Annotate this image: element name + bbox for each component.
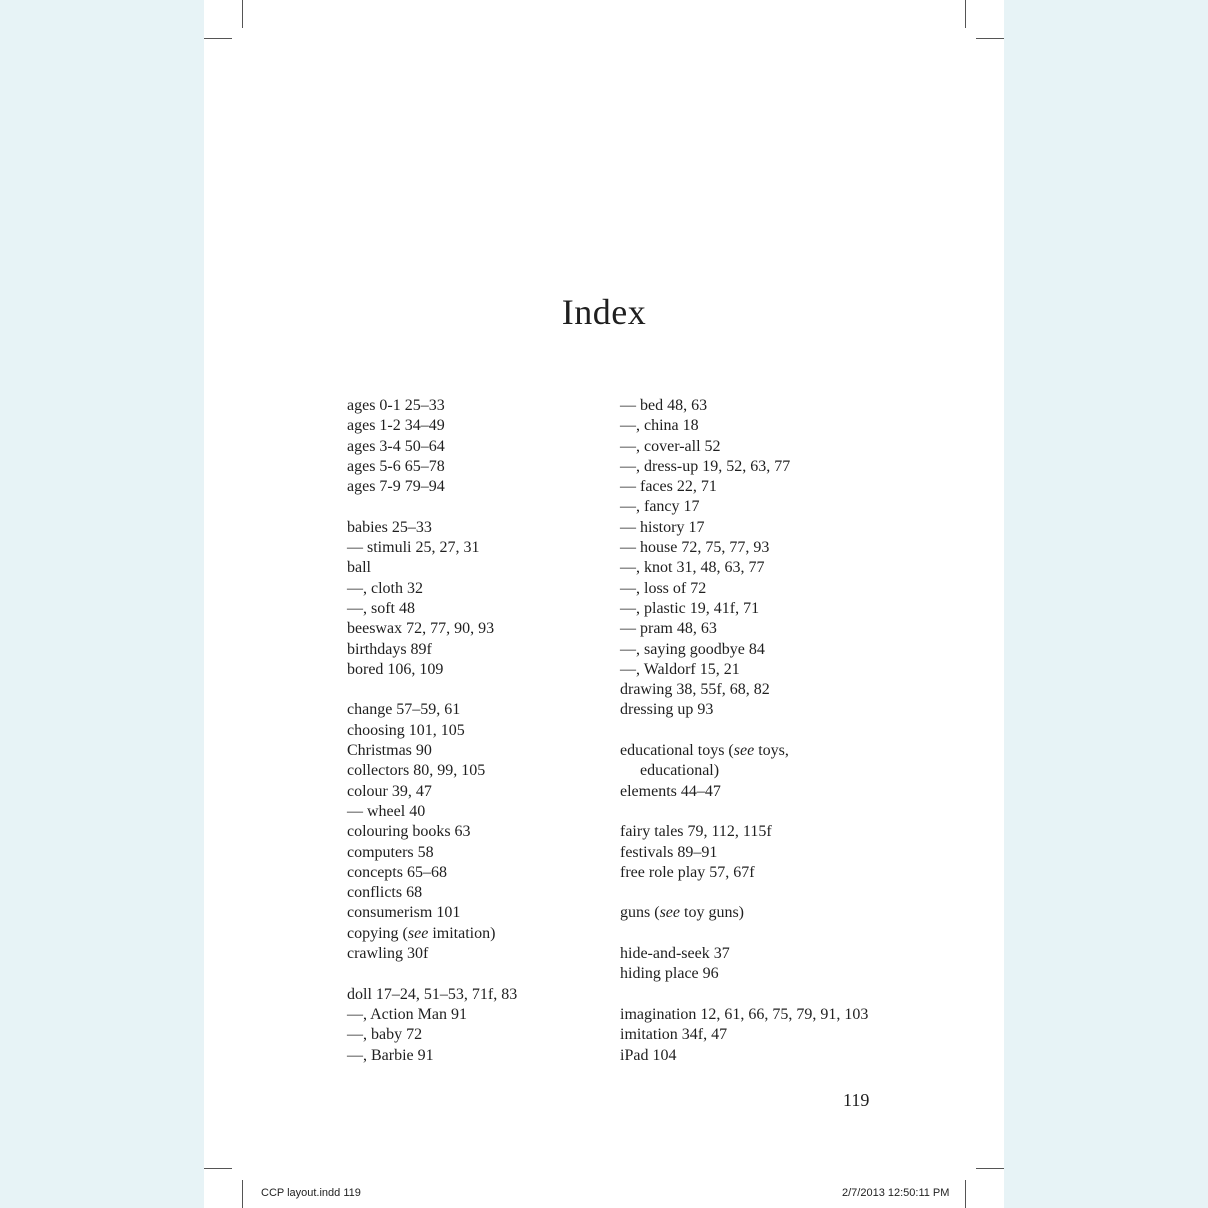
crop-mark-bottom-right-h bbox=[976, 1168, 1004, 1169]
index-entry: educational) bbox=[640, 762, 720, 780]
index-entry: beeswax 72, 77, 90, 93 bbox=[347, 620, 495, 638]
index-entry: copying (see imitation) bbox=[347, 924, 496, 942]
index-entry: bored 106, 109 bbox=[347, 660, 444, 678]
index-entry: concepts 65–68 bbox=[347, 863, 447, 881]
index-entry: consumerism 101 bbox=[347, 904, 461, 922]
page-number: 119 bbox=[843, 1090, 870, 1110]
index-spacer bbox=[620, 721, 910, 741]
crop-mark-bottom-left-v bbox=[242, 1180, 243, 1208]
index-entry: —, plastic 19, 41f, 71 bbox=[620, 599, 760, 617]
crop-mark-bottom-left-h bbox=[204, 1168, 232, 1169]
index-entry: hide-and-seek 37 bbox=[620, 945, 730, 963]
index-entry: —, china 18 bbox=[620, 417, 699, 435]
crop-mark-top-right-v bbox=[965, 0, 966, 28]
index-entry: guns (see toy guns) bbox=[620, 904, 744, 922]
crop-mark-top-right-h bbox=[976, 38, 1004, 39]
index-entry: babies 25–33 bbox=[347, 518, 432, 536]
index-entry: — bed 48, 63 bbox=[620, 397, 708, 414]
index-entry: dressing up 93 bbox=[620, 701, 714, 719]
index-entry: conflicts 68 bbox=[347, 884, 423, 902]
index-entry: ages 3-4 50–64 bbox=[347, 437, 445, 455]
page-title: Index bbox=[561, 292, 647, 332]
index-entry: —, dress-up 19, 52, 63, 77 bbox=[620, 457, 791, 475]
index-entry: — stimuli 25, 27, 31 bbox=[347, 539, 480, 557]
index-entry: ball bbox=[347, 559, 371, 577]
index-entry: —, soft 48 bbox=[347, 599, 415, 617]
index-entry: ages 0-1 25–33 bbox=[347, 397, 445, 414]
index-entry: colour 39, 47 bbox=[347, 782, 432, 800]
index-entry: hiding place 96 bbox=[620, 965, 719, 983]
index-entry: —, Waldorf 15, 21 bbox=[620, 660, 740, 678]
index-entry: — history 17 bbox=[620, 518, 705, 536]
crop-mark-top-left-v bbox=[242, 0, 243, 28]
index-entry: —, cloth 32 bbox=[347, 579, 423, 597]
index-entry: imagination 12, 61, 66, 75, 79, 91, 103 bbox=[620, 1005, 869, 1023]
index-entry: educational toys (see toys, bbox=[620, 742, 789, 760]
crop-mark-bottom-right-v bbox=[965, 1180, 966, 1208]
index-entry: ages 7-9 79–94 bbox=[347, 478, 445, 496]
crop-mark-top-left-h bbox=[204, 38, 232, 39]
index-entry: free role play 57, 67f bbox=[620, 863, 755, 881]
index-entry: — faces 22, 71 bbox=[620, 478, 717, 496]
index-spacer bbox=[620, 883, 910, 903]
index-entry: Christmas 90 bbox=[347, 742, 432, 760]
index-entry: iPad 104 bbox=[620, 1046, 677, 1064]
index-entry: —, saying goodbye 84 bbox=[620, 640, 765, 658]
index-entry: birthdays 89f bbox=[347, 640, 432, 658]
index-entry: —, fancy 17 bbox=[620, 498, 700, 516]
index-entry: colouring books 63 bbox=[347, 823, 471, 841]
index-entry: —, knot 31, 48, 63, 77 bbox=[620, 559, 765, 577]
book-page bbox=[204, 0, 1004, 1208]
index-entry: —, cover-all 52 bbox=[620, 437, 721, 455]
index-entry: computers 58 bbox=[347, 843, 434, 861]
index-column-right bbox=[620, 396, 910, 1066]
index-spacer bbox=[620, 924, 910, 944]
index-entry: change 57–59, 61 bbox=[347, 701, 461, 719]
index-entry: —, Barbie 91 bbox=[347, 1046, 434, 1064]
index-column-left bbox=[347, 396, 627, 1066]
index-entry: collectors 80, 99, 105 bbox=[347, 762, 486, 780]
index-spacer bbox=[620, 985, 910, 1005]
index-entry: crawling 30f bbox=[347, 945, 429, 963]
index-spacer bbox=[347, 680, 627, 700]
slug-timestamp: 2/7/2013 12:50:11 PM bbox=[842, 1187, 950, 1199]
index-entry: — wheel 40 bbox=[347, 802, 426, 820]
index-entry: choosing 101, 105 bbox=[347, 721, 465, 739]
index-entry: festivals 89–91 bbox=[620, 843, 718, 861]
index-spacer bbox=[620, 802, 910, 822]
index-entry: — pram 48, 63 bbox=[620, 620, 717, 638]
slug-filename: CCP layout.indd 119 bbox=[261, 1187, 361, 1199]
index-entry: — house 72, 75, 77, 93 bbox=[620, 539, 770, 557]
index-entry: —, baby 72 bbox=[347, 1026, 423, 1044]
index-entry: imitation 34f, 47 bbox=[620, 1026, 728, 1044]
index-spacer bbox=[347, 964, 627, 984]
index-entry: ages 5-6 65–78 bbox=[347, 457, 445, 475]
index-entry: drawing 38, 55f, 68, 82 bbox=[620, 681, 770, 699]
index-spacer bbox=[347, 497, 627, 517]
index-entry: fairy tales 79, 112, 115f bbox=[620, 823, 772, 841]
index-entry: elements 44–47 bbox=[620, 782, 721, 800]
index-entry: —, loss of 72 bbox=[620, 579, 707, 597]
index-entry: doll 17–24, 51–53, 71f, 83 bbox=[347, 985, 518, 1003]
index-entry: —, Action Man 91 bbox=[347, 1005, 467, 1023]
index-entry: ages 1-2 34–49 bbox=[347, 417, 445, 435]
